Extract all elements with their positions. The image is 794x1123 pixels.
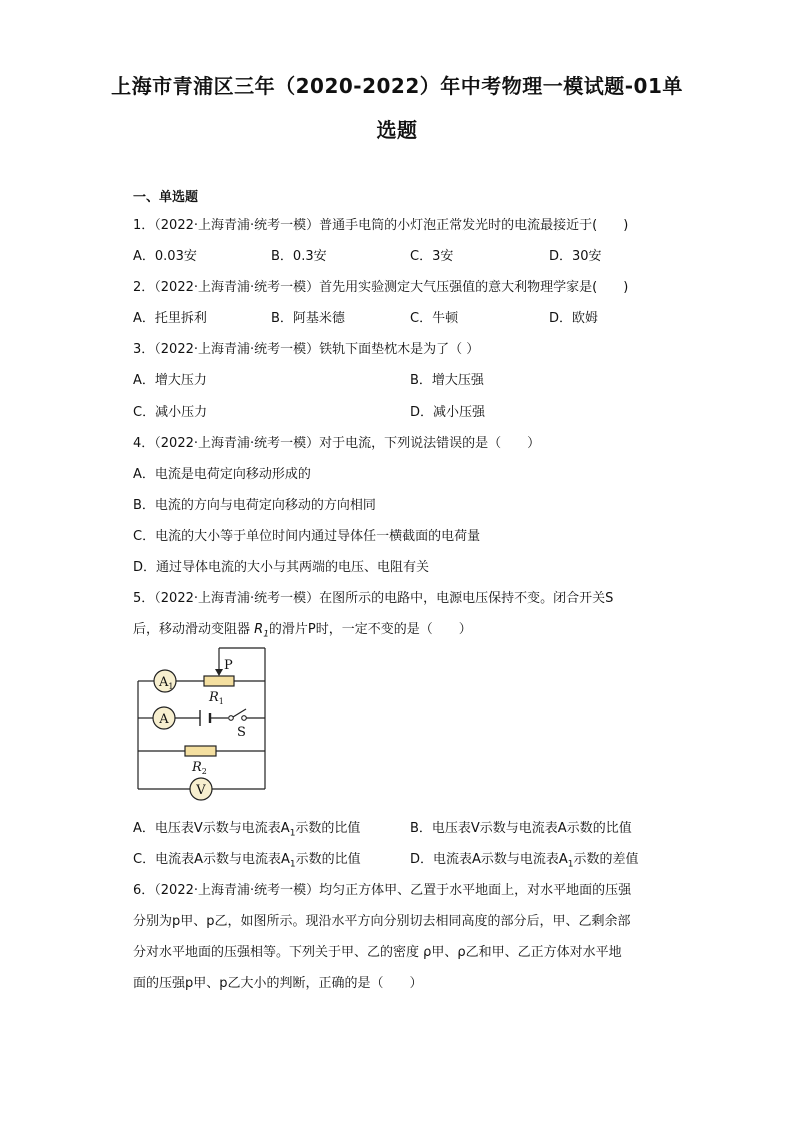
question-5-stem-line1: 5．（2022·上海青浦·统考一模）在图所示的电路中，电源电压保持不变。闭合开关S bbox=[133, 591, 614, 606]
section-heading: 一、单选题 bbox=[133, 190, 199, 205]
voltmeter-v-label: V bbox=[196, 783, 206, 798]
question-3-stem: 3．（2022·上海青浦·统考一模）铁轨下面垫枕木是为了（ ） bbox=[133, 342, 480, 357]
question-4-option-b: B．电流的方向与电荷定向移动的方向相同 bbox=[133, 498, 376, 513]
question-2-option-b: B．阿基米德 bbox=[271, 311, 345, 326]
question-2-option-c: C．牛顿 bbox=[410, 311, 459, 326]
question-2-stem: 2．（2022·上海青浦·统考一模）首先用实验测定大气压强值的意大利物理学家是( ) bbox=[133, 280, 629, 295]
question-1-option-c: C．3安 bbox=[410, 249, 454, 264]
question-1-option-d: D．30安 bbox=[549, 249, 602, 264]
variable-r1: $R_1$ bbox=[254, 622, 269, 640]
question-4-option-d: D．通过导体电流的大小与其两端的电压、电阻有关 bbox=[133, 560, 430, 575]
question-3-option-c: C．减小压力 bbox=[133, 405, 208, 420]
slider-label: P bbox=[224, 658, 233, 673]
ammeter-a-label: A bbox=[159, 712, 169, 727]
question-6-line1: 6．（2022·上海青浦·统考一模）均匀正方体甲、乙置于水平地面上，对水平地面的压强 bbox=[133, 883, 632, 898]
question-4-stem: 4．（2022·上海青浦·统考一模）对于电流，下列说法错误的是（ ） bbox=[133, 436, 541, 451]
question-6-line2: 分别为p甲、p乙，如图所示。现沿水平方向分别切去相同高度的部分后，甲、乙剩余部 bbox=[133, 914, 631, 929]
document-title-line2: 选题 bbox=[376, 118, 418, 142]
r1-label: $R_1$ bbox=[209, 690, 224, 706]
question-4-option-c: C．电流的大小等于单位时间内通过导体任一横截面的电荷量 bbox=[133, 529, 481, 544]
question-3-option-d: D．减小压强 bbox=[410, 405, 486, 420]
resistor-r2 bbox=[185, 746, 216, 756]
question-6-line4: 面的压强p甲、p乙大小的判断，正确的是（ ） bbox=[133, 976, 423, 991]
question-5-option-a: A．电压表V示数与电流表$A_1$示数的比值 bbox=[133, 821, 361, 839]
question-3-option-a: A．增大压力 bbox=[133, 373, 207, 388]
switch-label: S bbox=[237, 725, 246, 740]
switch-left-terminal bbox=[229, 716, 234, 721]
question-5-option-d: D．电流表A示数与电流表$A_1$示数的差值 bbox=[410, 852, 639, 870]
question-5-stem-line2: 后，移动滑动变阻器 $R_1$的滑片P时，一定不变的是（ ） bbox=[133, 622, 472, 640]
question-2-option-a: A．托里拆利 bbox=[133, 311, 207, 326]
circuit-diagram bbox=[130, 645, 275, 805]
question-3-option-b: B．增大压强 bbox=[410, 373, 484, 388]
question-5-option-c: C．电流表A示数与电流表$A_1$示数的比值 bbox=[133, 852, 361, 870]
resistor-r1 bbox=[204, 676, 234, 686]
r2-label: $R_2$ bbox=[192, 760, 207, 776]
question-4-option-a: A．电流是电荷定向移动形成的 bbox=[133, 467, 311, 482]
ammeter-a1-label: $A_1$ bbox=[159, 675, 174, 691]
question-1-option-b: B．0.3安 bbox=[271, 249, 327, 264]
question-5-option-b: B．电压表V示数与电流表A示数的比值 bbox=[410, 821, 632, 836]
question-2-option-d: D．欧姆 bbox=[549, 311, 599, 326]
question-6-line3: 分对水平地面的压强相等。下列关于甲、乙的密度 ρ甲、ρ乙和甲、乙正方体对水平地 bbox=[133, 945, 622, 960]
question-1-stem: 1．（2022·上海青浦·统考一模）普通手电筒的小灯泡正常发光时的电流最接近于( ) bbox=[133, 218, 629, 233]
question-1-option-a: A．0.03安 bbox=[133, 249, 197, 264]
switch-right-terminal bbox=[242, 716, 247, 721]
document-title-line1: 上海市青浦区三年（2020-2022）年中考物理一模试题-01单 bbox=[111, 74, 683, 98]
slider-arrow-icon bbox=[215, 669, 223, 676]
